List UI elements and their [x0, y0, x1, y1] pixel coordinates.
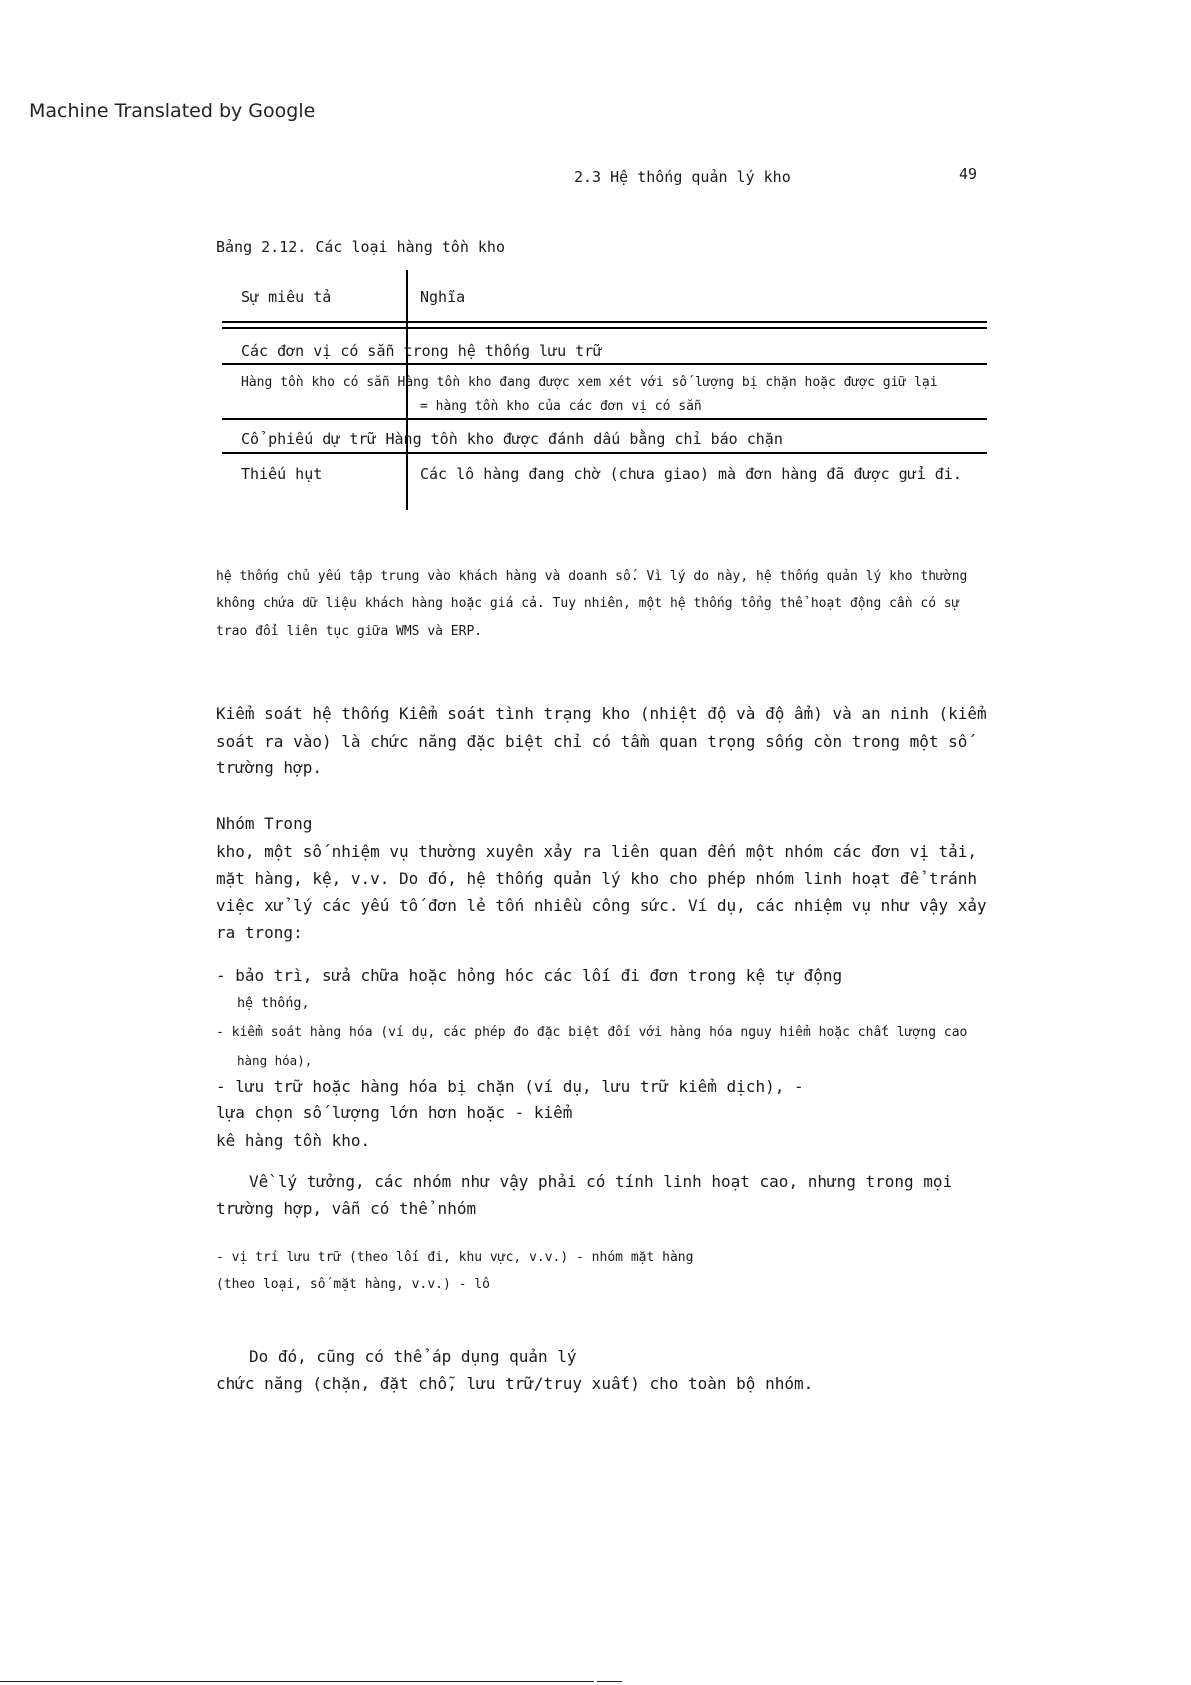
paragraph-grouping-line: việc xử lý các yếu tố đơn lẻ tốn nhiều công sức. Ví dụ, các nhiệm vụ như vậy xảy [216, 896, 987, 915]
table-row-available-stock: Hàng tồn kho có sẵn Hàng tồn kho đang được xem xét với số lượng bị chặn hoặc được giữ lại [241, 375, 938, 390]
list-item-continuation: hệ thống, [237, 996, 310, 1011]
table-row-shortage-meaning: Các lô hàng đang chờ (chưa giao) mà đơn hàng đã được gửi đi. [420, 465, 962, 483]
page-bottom-rule [0, 1681, 594, 1682]
list-item: - kiểm soát hàng hóa (ví dụ, các phép đo đặc biệt đối với hàng hóa nguy hiểm hoặc chất lượng cao [216, 1025, 968, 1040]
list-item: (theo loại, số mặt hàng, v.v.) - lô [216, 1277, 490, 1292]
list-item: lựa chọn số lượng lớn hơn hoặc - kiểm [216, 1103, 573, 1122]
paragraph-erp-line: không chứa dữ liệu khách hàng hoặc giá cả. Tuy nhiên, một hệ thống tổng thể hoạt động cần có sự [216, 596, 960, 611]
table-row-available-stock-formula: = hàng tồn kho của các đơn vị có sẵn [420, 399, 702, 414]
list-item: - vị trí lưu trữ (theo lối đi, khu vực, v.v.) - nhóm mặt hàng [216, 1250, 694, 1265]
table-column-divider [406, 270, 408, 510]
machine-translation-banner: Machine Translated by Google [29, 100, 316, 122]
table-row-shortage-term: Thiếu hụt [241, 465, 323, 483]
inventory-types-table [222, 270, 987, 510]
paragraph-grouping-line: Nhóm Trong [216, 814, 313, 833]
table-row-available-units: Các đơn vị có sẵn trong hệ thống lưu trữ [241, 342, 603, 360]
paragraph-ideal-line: trường hợp, vẫn có thể nhóm [216, 1199, 477, 1218]
table-row-reserve-stock: Cổ phiếu dự trữ Hàng tồn kho được đánh dấu bằng chỉ báo chặn [241, 430, 783, 448]
table-row-divider [222, 363, 987, 365]
paragraph-grouping-line: ra trong: [216, 923, 303, 942]
paragraph-control-line: soát ra vào) là chức năng đặc biệt chỉ có tầm quan trọng sống còn trong một số [216, 732, 968, 751]
list-item: - lưu trữ hoặc hàng hóa bị chặn (ví dụ, lưu trữ kiểm dịch), - [216, 1077, 804, 1096]
table-caption: Bảng 2.12. Các loại hàng tồn kho [216, 238, 505, 256]
table-header-meaning: Nghĩa [420, 288, 466, 306]
table-header-rule-bottom [222, 327, 987, 329]
list-item: - bảo trì, sửa chữa hoặc hỏng hóc các lối đi đơn trong kệ tự động [216, 966, 843, 985]
page-number: 49 [959, 165, 978, 183]
paragraph-conclusion-line: Do đó, cũng có thể áp dụng quản lý [249, 1347, 577, 1366]
list-item-continuation: hàng hóa), [237, 1053, 313, 1068]
table-header-rule-top [222, 321, 987, 323]
table-row-divider [222, 452, 987, 454]
paragraph-erp-line: hệ thống chủ yếu tập trung vào khách hàng và doanh số. Vì lý do này, hệ thống quản lý kho thường [216, 569, 968, 584]
table-header-description: Sự miêu tả [241, 288, 332, 306]
paragraph-conclusion-line: chức năng (chặn, đặt chỗ, lưu trữ/truy xuất) cho toàn bộ nhóm. [216, 1374, 814, 1393]
paragraph-control-line: Kiểm soát hệ thống Kiểm soát tình trạng kho (nhiệt độ và độ ẩm) và an ninh (kiểm [216, 704, 987, 723]
paragraph-grouping-line: mặt hàng, kệ, v.v. Do đó, hệ thống quản lý kho cho phép nhóm linh hoạt để tránh [216, 869, 977, 888]
list-item: kê hàng tồn kho. [216, 1131, 371, 1150]
running-header: 2.3 Hệ thống quản lý kho [574, 168, 791, 186]
table-row-divider [222, 418, 987, 420]
paragraph-erp-line: trao đổi liên tục giữa WMS và ERP. [216, 624, 483, 639]
paragraph-ideal-line: Về lý tưởng, các nhóm như vậy phải có tính linh hoạt cao, nhưng trong mọi [249, 1172, 953, 1191]
paragraph-control-line: trường hợp. [216, 758, 322, 777]
page-bottom-rule-fragment [597, 1681, 622, 1682]
paragraph-grouping-line: kho, một số nhiệm vụ thường xuyên xảy ra liên quan đến một nhóm các đơn vị tải, [216, 842, 977, 861]
